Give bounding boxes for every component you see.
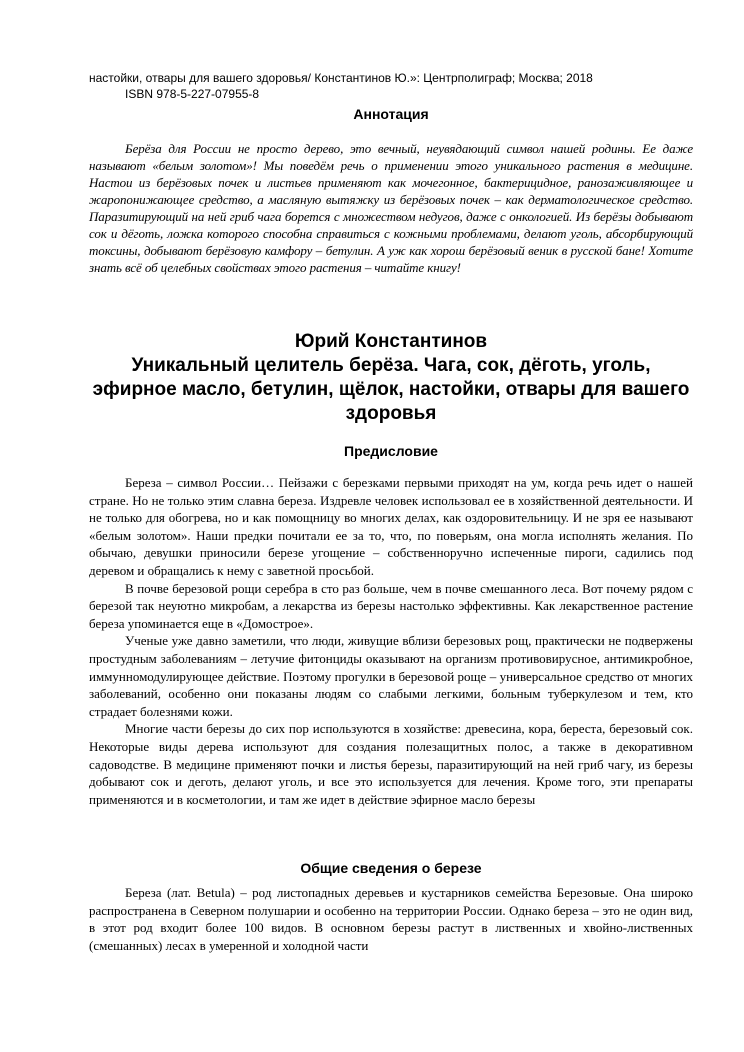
annotation-text: Берёза для России не просто дерево, это вечный, неувядающий символ нашей родины. Ее даже называют «белым золотом»! Мы поведём речь о применении этого уникального растения в медицине. Настои из берёзовых почек и листьев применяют как мочегонное, бактерицидное, ранозаживляющее и жаропонижающее средство, а масляную вытяжку из берёзовых почек – как дерматологическое средство. Паразитирующий на ней гриб чага борется с множеством недугов, даже с онкологией. Из берёзы добывают сок и дёготь, ложка которого способна справиться с кожными проблемами, делают уголь, абсорбирующий токсины, добывают берёзовую камфору – бетулин. А уж как хорош берёзовый веник в русской бане! Хотите знать всё об целебных свойствах этого растения – читайте книгу!	[89, 141, 693, 275]
book-author: Юрий Константинов	[294, 331, 488, 352]
general-info-body	[89, 884, 693, 954]
paragraph: Ученые уже давно заметили, что люди, живущие вблизи березовых рощ, практически не подвержены простудным заболеваниям – летучие фитонциды оказывают на организм противовирусное, антимикробное, иммунномодулирующее действие. Поэтому прогулки в березовой роще – универсальное средство от многих заболеваний, особенно они показаны людям со слабыми легкими, больным туберкулезом и тем, кто страдает болезнями кожи.	[89, 633, 693, 719]
general-info-heading: Общие сведения о березе	[300, 860, 482, 876]
paragraph: Береза – символ России… Пейзажи с березками первыми приходят на ум, когда речь идет о нашей стране. Но не только этим славна береза. Издревле человек использовал ее в хозяйственной деятельности. И не только для обогрева, но и как помощницу во многих делах, как оздоровительницу. И не зря ее называют «белым золотом». Наши предки почитали ее за то, что, по поверьям, она могла исполнять желания. По обычаю, девушки приносили березе угощение – собственноручно испеченные пироги, садились под деревом и обращались к нему с заветной просьбой.	[89, 475, 693, 578]
preface-body	[89, 474, 693, 808]
isbn: ISBN 978-5-227-07955-8	[125, 87, 260, 101]
preface-heading: Предисловие	[344, 443, 438, 459]
paragraph: Многие части березы до сих пор используются в хозяйстве: древесина, кора, береста, березовый сок. Некоторые виды дерева используют для создания полезащитных полос, а также в декоративном садоводстве. В медицине применяют почки и листья березы, паразитирующий на ней гриб чагу, из березы добывают сок и деготь, делают уголь, и все это используется для лечения. Кроме того, эти препараты применяются и в косметологии, и там же идет в действие эфирное масло березы	[89, 721, 693, 807]
publication-info	[89, 70, 693, 102]
paragraph: Береза (лат. Betula) – род листопадных деревьев и кустарников семейства Березовые. Она широко распространена в Северном полушарии и особенно на территории России. Однако береза – это не один вид, в этот род входит более 100 видов. В основном березы растут в лиственных и хвойно-лиственных (смешанных) лесах в умеренной и холодной части	[89, 885, 693, 953]
source-line: настойки, отвары для вашего здоровья/ Константинов Ю.»: Центрполиграф; Москва; 2018	[89, 71, 593, 85]
paragraph: В почве березовой рощи серебра в сто раз больше, чем в почве смешанного леса. Вот почему рядом с березой так неуютно микробам, а лекарства из березы настолько эффективны. Как лекарственное растение береза упоминается еще в «Домострое».	[89, 580, 693, 631]
book-title-block	[89, 330, 693, 426]
book-title: Уникальный целитель берёза. Чага, сок, дёготь, уголь, эфирное масло, бетулин, щёлок, настойки, отвары для вашего здоровья	[92, 355, 690, 424]
annotation-heading: Аннотация	[353, 106, 429, 122]
